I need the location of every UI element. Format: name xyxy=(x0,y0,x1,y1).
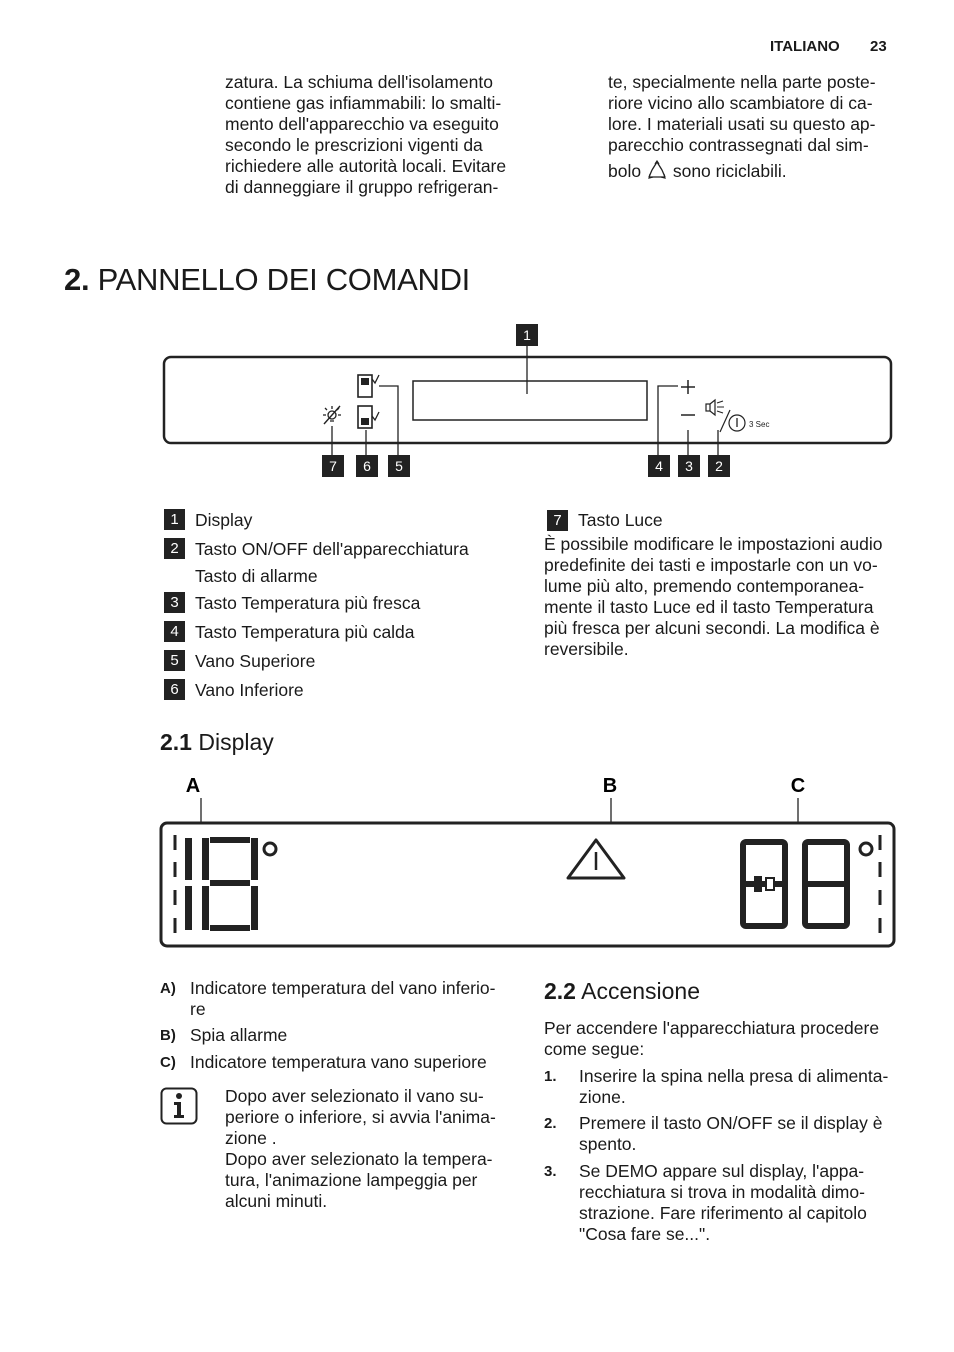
info-note-line: tura, l'animazione lampeggia per xyxy=(225,1170,478,1190)
step-text xyxy=(579,1066,899,1108)
legend-label: Tasto Temperatura più fresca xyxy=(195,593,421,613)
item-key: C) xyxy=(160,1054,176,1071)
step-text-line: Se DEMO appare sul display, l'appa- xyxy=(579,1161,865,1181)
legend-number: 2 xyxy=(164,538,185,559)
legend-label: Display xyxy=(195,510,253,530)
intro-left-line: richiedere alle autorità locali. Evitare xyxy=(225,156,507,176)
item-key: A) xyxy=(160,980,176,997)
display-label-a: A xyxy=(185,775,201,797)
legend-number: 5 xyxy=(164,650,185,671)
info-icon xyxy=(160,1087,198,1125)
accensione-intro-line: come segue: xyxy=(544,1039,645,1059)
intro-right-line: te, specialmente nella parte poste- xyxy=(608,72,876,92)
step-text-line: strazione. Fare riferimento al capitolo xyxy=(579,1203,867,1223)
intro-left xyxy=(225,72,525,198)
item-text: Indicatore temperatura vano superiore xyxy=(190,1052,487,1072)
accensione-intro xyxy=(544,1018,904,1060)
item-text-line: Indicatore temperatura del vano inferio- xyxy=(190,978,496,998)
intro-right-last-line xyxy=(608,160,908,182)
callout-3-text: 3 xyxy=(685,458,693,474)
info-note-line: Dopo aver selezionato la tempera- xyxy=(225,1149,493,1169)
step-text xyxy=(579,1113,899,1155)
recycle-icon xyxy=(646,160,668,180)
intro-right xyxy=(608,72,908,182)
step-number: 1. xyxy=(544,1068,557,1085)
intro-left-line: contiene gas infiammabili: lo smalti- xyxy=(225,93,502,113)
intro-right-line: lore. I materiali usati su questo ap- xyxy=(608,114,876,134)
item-text: Spia allarme xyxy=(190,1025,288,1045)
step-text-line: zione. xyxy=(579,1087,626,1107)
info-note-line: periore o inferiore, si avvia l'anima- xyxy=(225,1107,496,1127)
step-text-line: Premere il tasto ON/OFF se il display è xyxy=(579,1113,883,1133)
intro-left-line: zatura. La schiuma dell'isolamento xyxy=(225,72,493,92)
callout-6-text: 6 xyxy=(363,458,371,474)
legend-number: 4 xyxy=(164,621,185,642)
light-description-line: lume più alto, premendo contemporanea- xyxy=(544,576,865,596)
intro-right-line: riore vicino allo scambiatore di ca- xyxy=(608,93,873,113)
legend-label: Vano Superiore xyxy=(195,651,316,671)
step-text xyxy=(579,1161,899,1245)
intro-right-last-after: sono riciclabili. xyxy=(672,161,787,181)
timer-label: 3 Sec xyxy=(749,420,770,429)
info-note-text xyxy=(225,1086,515,1212)
callout-1-text: 1 xyxy=(523,327,531,343)
subsection-number: 2.1 xyxy=(160,729,192,755)
section-title-text: PANNELLO DEI COMANDI xyxy=(97,262,470,297)
legend-label: Tasto Temperatura più calda xyxy=(195,622,415,642)
accensione-intro-line: Per accendere l'apparecchiatura procedere xyxy=(544,1018,880,1038)
legend-number: 6 xyxy=(164,679,185,700)
callout-2-text: 2 xyxy=(715,458,723,474)
subsection-title-text: Accensione xyxy=(581,978,701,1004)
legend-number: 1 xyxy=(164,509,185,530)
step-text-line: "Cosa fare se...". xyxy=(579,1224,711,1244)
light-description xyxy=(544,534,904,660)
callout-5-text: 5 xyxy=(395,458,403,474)
light-description-line: reversibile. xyxy=(544,639,629,659)
legend-label: Vano Inferiore xyxy=(195,680,304,700)
light-description-line: mente il tasto Luce ed il tasto Temperatura xyxy=(544,597,874,617)
info-note-line: Dopo aver selezionato il vano su- xyxy=(225,1086,484,1106)
legend-number: 7 xyxy=(547,510,568,531)
intro-left-line: di danneggiare il gruppo refrigeran- xyxy=(225,177,499,197)
display-diagram xyxy=(158,770,900,954)
control-panel-diagram xyxy=(160,320,900,480)
light-description-line: predefinite dei tasti e impostarle con un vo- xyxy=(544,555,878,575)
subsection-accensione-title xyxy=(544,978,700,1005)
item-key: B) xyxy=(160,1027,176,1044)
compartment-marker xyxy=(754,876,762,892)
intro-left-line: secondo le prescrizioni vigenti da xyxy=(225,135,483,155)
header-language: ITALIANO xyxy=(770,38,840,55)
step-text-line: spento. xyxy=(579,1134,637,1154)
light-description-line: È possibile modificare le impostazioni audio xyxy=(544,534,883,554)
legend-label: Tasto di allarme xyxy=(195,566,318,586)
item-text xyxy=(190,978,510,1020)
item-text-line: re xyxy=(190,999,206,1019)
info-note-line: alcuni minuti. xyxy=(225,1191,328,1211)
step-number: 3. xyxy=(544,1163,557,1180)
callout-7-text: 7 xyxy=(329,458,337,474)
legend-number: 3 xyxy=(164,592,185,613)
intro-right-line: parecchio contrassegnati dal sim- xyxy=(608,135,869,155)
subsection-number: 2.2 xyxy=(544,978,576,1004)
legend-label: Tasto Luce xyxy=(578,510,663,530)
info-note-line: zione . xyxy=(225,1128,277,1148)
intro-left-line: mento dell'apparecchio va eseguito xyxy=(225,114,499,134)
light-description-line: più fresca per alcuni secondi. La modifica è xyxy=(544,618,880,638)
display-label-c: C xyxy=(790,775,806,797)
intro-right-last-before: bolo xyxy=(608,161,642,181)
step-text-line: recchiatura si trova in modalità dimo- xyxy=(579,1182,865,1202)
subsection-title-text: Display xyxy=(198,729,274,755)
callout-4-text: 4 xyxy=(655,458,663,474)
panel-display-window xyxy=(413,381,647,420)
page-number: 23 xyxy=(870,38,887,55)
display-label-b: B xyxy=(602,775,618,797)
subsection-display-title xyxy=(160,729,274,756)
legend-label: Tasto ON/OFF dell'apparecchiatura xyxy=(195,539,469,559)
section-number: 2. xyxy=(64,262,90,297)
section-title xyxy=(64,262,470,298)
step-number: 2. xyxy=(544,1115,557,1132)
step-text-line: Inserire la spina nella presa di alimenta- xyxy=(579,1066,889,1086)
